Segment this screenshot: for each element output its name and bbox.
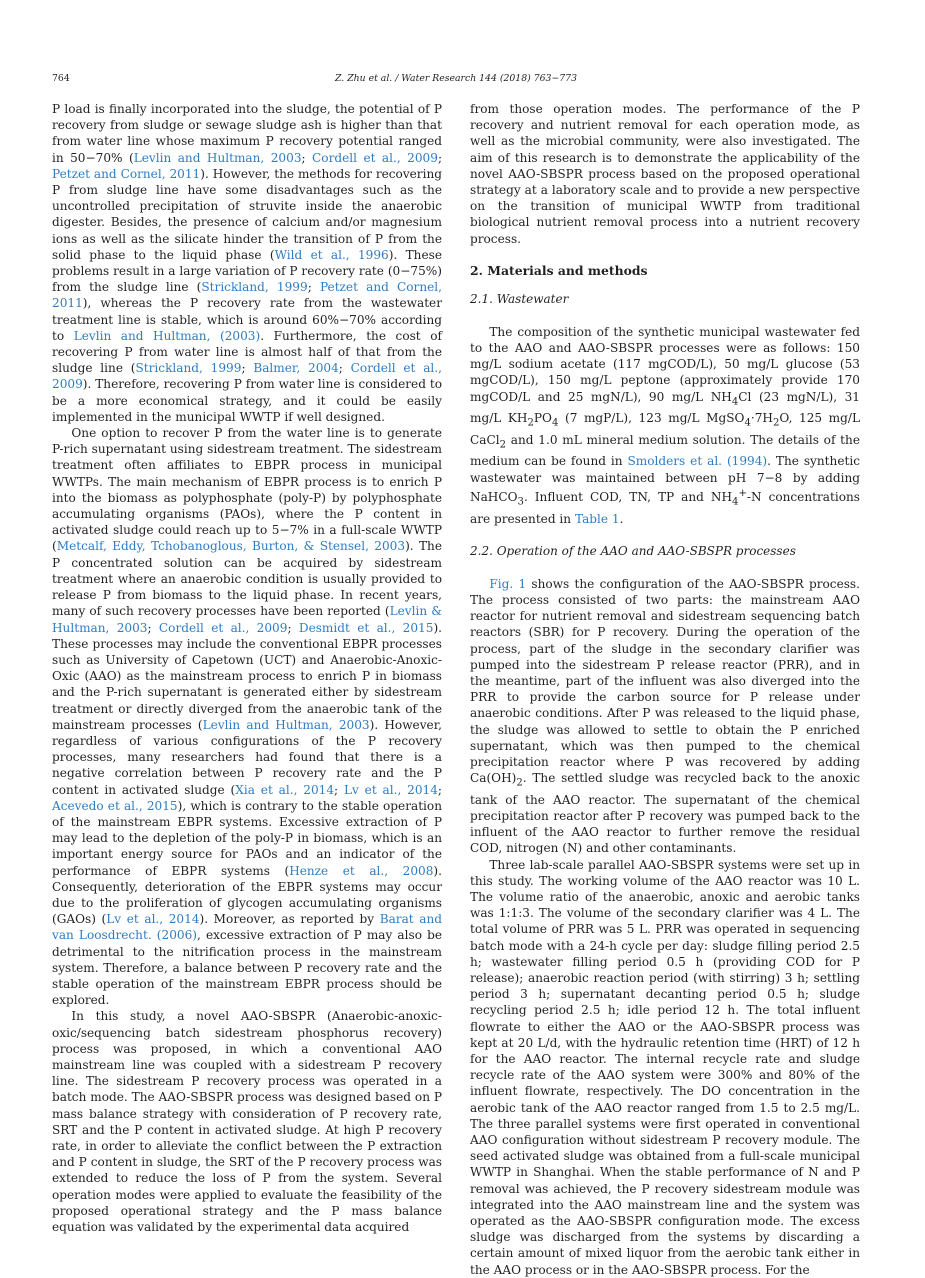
citation-link[interactable]: Strickland, 1999 — [201, 280, 308, 295]
spacer — [470, 527, 860, 543]
text-run: from those operation modes. The performance of the P recovery and nutrient removal for each operation mode, as well as the microbial community, were also investigated. The aim of this research is to demonstrate the applicability of the novel AAO-SBSPR process based on the proposed operational strategy at a laboratory scale and to provide a new perspective on the transition of municipal WWTP from traditional biological nutrient removal process into a nutrient recovery process. — [470, 102, 860, 246]
text-run: (7 mgP/L), 123 mg/L MgSO — [558, 411, 745, 426]
paragraph — [52, 425, 442, 1008]
text-run: and 1.0 mL mineral medium solution. The details of the medium can be found in — [470, 432, 860, 469]
text-run: ), whereas the P recovery rate from the wastewater treatment line is stable, which is around 60%−70% according to — [52, 296, 442, 343]
text-run: In this study, a novel AAO-SBSPR (Anaerobic-anoxic-oxic/sequencing batch sidestream phosphorus recovery) process was proposed, in which a conventional AAO mainstream line was coupled with a sidestream P recovery line. The sidestream P recovery process was operated in a batch mode. The AAO-SBSPR process was designed based on P mass balance strategy with consideration of P recovery rate, SRT and the P content in activated sludge. At high P recovery rate, in order to alleviate the conflict between the P extraction and P content in sludge, the SRT of the P recovery process was extended to reduce the loss of P from the system. Several operation modes were applied to evaluate the feasibility of the proposed operational strategy and the P mass balance equation was validated by the experimental data acquired — [52, 1009, 442, 1235]
paragraph — [52, 1008, 442, 1235]
page-number: 764 — [52, 73, 70, 84]
text-run: . Furthermore, the cost of recovering P from water line is almost half of that from the sludge line ( — [52, 328, 442, 376]
text-run: ; — [147, 620, 159, 635]
citation-link[interactable]: Levlin and Hultman, 2003 — [202, 717, 370, 732]
text-run: ). The P concentrated solution can be acquired by sidestream treatment where an anaerobic condition is usually provided to release P from biomass to the liquid phase. In recent years, many of such recovery processes have been reported ( — [52, 539, 442, 619]
citation-link[interactable]: Table 1 — [574, 511, 620, 526]
text-run: shows the configuration of the AAO-SBSPR process. The process consisted of two parts: the mainstream AAO reactor for nutrient removal and sidestream sequencing batch reactors (SBR) for P recovery. During the operation of the process, part of the sludge in the secondary clarifier was pumped into the sidestream P release reactor (PRR), and in the meantime, part of the influent was also diverged into the PRR to provide the carbon source for P release under anaerobic conditions. After P was released to the liquid phase, the sludge was allowed to settle to obtain the P enriched supernatant, which was then pumped to the chemical precipitation reactor where P was recovered by adding Ca(OH) — [470, 576, 860, 786]
text-run: . The synthetic wastewater was maintained between pH 7−8 by adding NaHCO — [470, 454, 860, 504]
text-run: ; — [437, 150, 443, 165]
citation-link[interactable]: Fig. 1 — [489, 576, 527, 591]
citation-link[interactable]: Henze et al., 2008 — [289, 863, 434, 878]
paragraph — [52, 101, 442, 425]
running-title: Z. Zhu et al. / Water Research 144 (2018) 763−773 — [335, 73, 577, 84]
citation-link[interactable]: Balmer, 2004 — [253, 361, 339, 376]
paragraph — [470, 324, 860, 527]
subsection-heading: 2.1. Wastewater — [470, 291, 569, 306]
text-run: ; — [301, 150, 313, 165]
citation-link[interactable]: Metcalf, Eddy, Tchobanoglous, Burton, & Stensel, 2003 — [56, 539, 406, 554]
subscript: 4 — [731, 396, 739, 408]
subscript: 2 — [527, 417, 534, 429]
subscript: 4 — [744, 417, 751, 429]
citation-link[interactable]: Xia et al., 2014 — [235, 782, 335, 797]
text-run: ). These processes may include the conventional EBPR processes such as University of Capetown (UCT) and Anaerobic-Anoxic-Oxic (AAO) as the mainstream process to enrich P in biomass and the P-rich supernatant is generated either by sidestream treatment or directly diverged from the anaerobic tank of the mainstream processes ( — [52, 620, 443, 732]
text-run: ). Moreover, as reported by — [199, 912, 380, 927]
text-run: ·7H — [750, 411, 773, 426]
text-run: . The settled sludge was recycled back to the anoxic tank of the AAO reactor. The supernatant of the chemical precipitation reactor after P recovery was pumped back to the influent of the AAO reactor to further remove the residual COD, nitrogen (N) and other contaminants. — [470, 771, 860, 856]
text-run: PO — [533, 411, 552, 426]
text-run: ). However, regardless of various configurations of the P recovery processes, many researchers had found that there is a negative correlation between P recovery rate and the P content in activated sludge ( — [52, 717, 442, 797]
text-run: ). Therefore, recovering P from water line is considered to be a more economical strategy, and it could be easily implemented in the municipal WWTP if well designed. — [52, 377, 442, 424]
text-run: ). Consequently, deterioration of the EBPR systems may occur due to the proliferation of glycogen accumulating organisms (GAOs) ( — [52, 863, 442, 927]
subscript: 2 — [516, 777, 523, 789]
text-run: Three lab-scale parallel AAO-SBSPR systems were set up in this study. The working volume of the AAO reactor was 10 L. The volume ratio of the anaerobic, anoxic and aerobic tanks was 1:1:3. The volume of the secondary clarifier was 4 L. The total volume of PRR was 5 L. PRR was operated in sequencing batch mode with a 24-h cycle per day: sludge filling period 2.5 h; wastewater filling period 0.5 h (providing COD for P release); anaerobic reaction period (with stirring) 3 h; settling period 3 h; supernatant decanting period 0.5 h; sludge recycling period 2.5 h; idle period 12 h. The total influent flowrate to either the AAO or the AAO-SBSPR process was kept at 20 L/d, with the hydraulic retention time (HRT) of 12 h for the AAO reactor. The internal recycle rate and sludge recycle rate of the AAO system were 300% and 80% of the influent flowrate, respectively. The DO concentration in the aerobic tank of the AAO reactor ranged from 1.5 to 2.5 mg/L. The three parallel systems were first operated in conventional AAO configuration without sidestream P recovery module. The seed activated sludge was obtained from a full-scale municipal WWTP in Shanghai. When the stable performance of N and P removal was achieved, the P recovery sidestream module was integrated into the AAO mainstream line and the system was operated as the AAO-SBSPR configuration mode. The excess sludge was discharged from the systems by discarding a certain amount of mixed liquor from the aerobic tank either in the AAO process or in the AAO-SBSPR process. For the — [470, 857, 860, 1277]
text-run: The composition of the synthetic municipal wastewater fed to the AAO and AAO-SBSPR processes were as follows: 150 mg/L sodium acetate (117 mgCOD/L), 50 mg/L glucose (53 mgCOD/L), 150 mg/L peptone (approximately provide 170 mgCOD/L and 25 mgN/L), 90 mg/L NH — [470, 324, 860, 404]
subscript: 2 — [772, 417, 780, 429]
text-run: -N concentrations are presented in — [470, 489, 860, 526]
left-column — [52, 101, 442, 1235]
citation-link[interactable]: Wild et al., 1996 — [274, 247, 389, 262]
text-run: One option to recover P from the water line is to generate P-rich supernatant using sidestream treatment. The sidestream treatment often affiliates to EBPR process in municipal WWTPs. The main mechanism of EBPR process is to enrich P into the biomass as polyphosphate (poly-P) by polyphosphate accumulating organisms (PAOs), where the P content in activated sludge could reach up to 5−7% in a full-scale WWTP ( — [52, 426, 442, 554]
citation-link[interactable]: Levlin and Hultman, 2003 — [133, 150, 302, 165]
text-run: ; — [307, 280, 320, 295]
citation-link[interactable]: Smolders et al. (1994) — [627, 454, 768, 469]
citation-link[interactable]: Levlin and Hultman, (2003) — [73, 328, 261, 343]
subscript: 2 — [499, 439, 507, 451]
paragraph — [470, 857, 860, 1278]
citation-link[interactable]: Petzet and Cornel, 2011 — [52, 280, 442, 311]
citation-link[interactable]: Strickland, 1999 — [135, 361, 242, 376]
text-run: , excessive extraction of P may also be detrimental to the nitrification process in the mainstream system. Therefore, a balance between P recovery rate and the stable operation of the mainstream EBPR process should be explored. — [52, 928, 442, 1008]
paragraph — [470, 101, 860, 247]
text-run: ; — [338, 361, 351, 376]
text-run: . Influent COD, TN, TP and NH — [523, 489, 733, 504]
citation-link[interactable]: Petzet and Cornel, 2011 — [52, 166, 201, 181]
citation-link[interactable]: Desmidt et al., 2015 — [298, 620, 434, 635]
subscript: 4 — [551, 417, 559, 429]
citation-link[interactable]: Lv et al., 2014 — [106, 912, 200, 927]
subscript: 4 — [732, 496, 739, 508]
text-run: ). However, the methods for recovering P from sludge line have some disadvantages such as the uncontrolled precipitation of struvite inside the anaerobic digester. Besides, the presence of calcium and/or magnesium ions as well as the silicate hinder the transition of P from the solid phase to the liquid phase ( — [52, 166, 442, 262]
text-run: O, 125 mg/L CaCl — [470, 411, 861, 447]
page-header — [52, 72, 860, 86]
citation-link[interactable]: Cordell et al., 2009 — [158, 620, 288, 635]
text-run: ; — [287, 620, 299, 635]
citation-link[interactable]: Acevedo et al., 2015 — [52, 798, 178, 813]
subscript: 3 — [517, 496, 524, 508]
citation-link[interactable]: Lv et al., 2014 — [343, 782, 438, 797]
superscript: + — [738, 487, 747, 499]
citation-link[interactable]: Levlin & Hultman, 2003 — [52, 604, 443, 635]
text-run: ; — [437, 782, 442, 797]
text-run: ; — [241, 361, 254, 376]
citation-link[interactable]: Barat and van Loosdrecht. (2006) — [52, 912, 442, 943]
text-run: . — [619, 511, 624, 526]
citation-link[interactable]: Cordell et al., 2009 — [312, 150, 438, 165]
text-run: P load is finally incorporated into the sludge, the potential of P recovery from sludge or sewage sludge ash is higher than that from water line whose maximum P recovery potential ranged in 50−70% ( — [52, 102, 442, 165]
section-heading: 2. Materials and methods — [470, 262, 648, 278]
text-run: ), which is contrary to the stable operation of the mainstream EBPR systems. Excessive extraction of P may lead to the depletion of the poly-P in biomass, which is an important energy source for PAOs and an indicator of the performance of EBPR systems ( — [52, 798, 442, 878]
text-run: ). These problems result in a large variation of P recovery rate (0−75%) from the sludge line ( — [52, 247, 442, 295]
text-run: Cl (23 mgN/L), 31 mg/L KH — [470, 389, 860, 426]
citation-link[interactable]: Cordell et al., 2009 — [52, 361, 442, 392]
subsection-heading: 2.2. Operation of the AAO and AAO-SBSPR processes — [470, 543, 796, 558]
text-run: ; — [334, 782, 344, 797]
paragraph — [470, 576, 860, 857]
right-column — [470, 101, 860, 1278]
